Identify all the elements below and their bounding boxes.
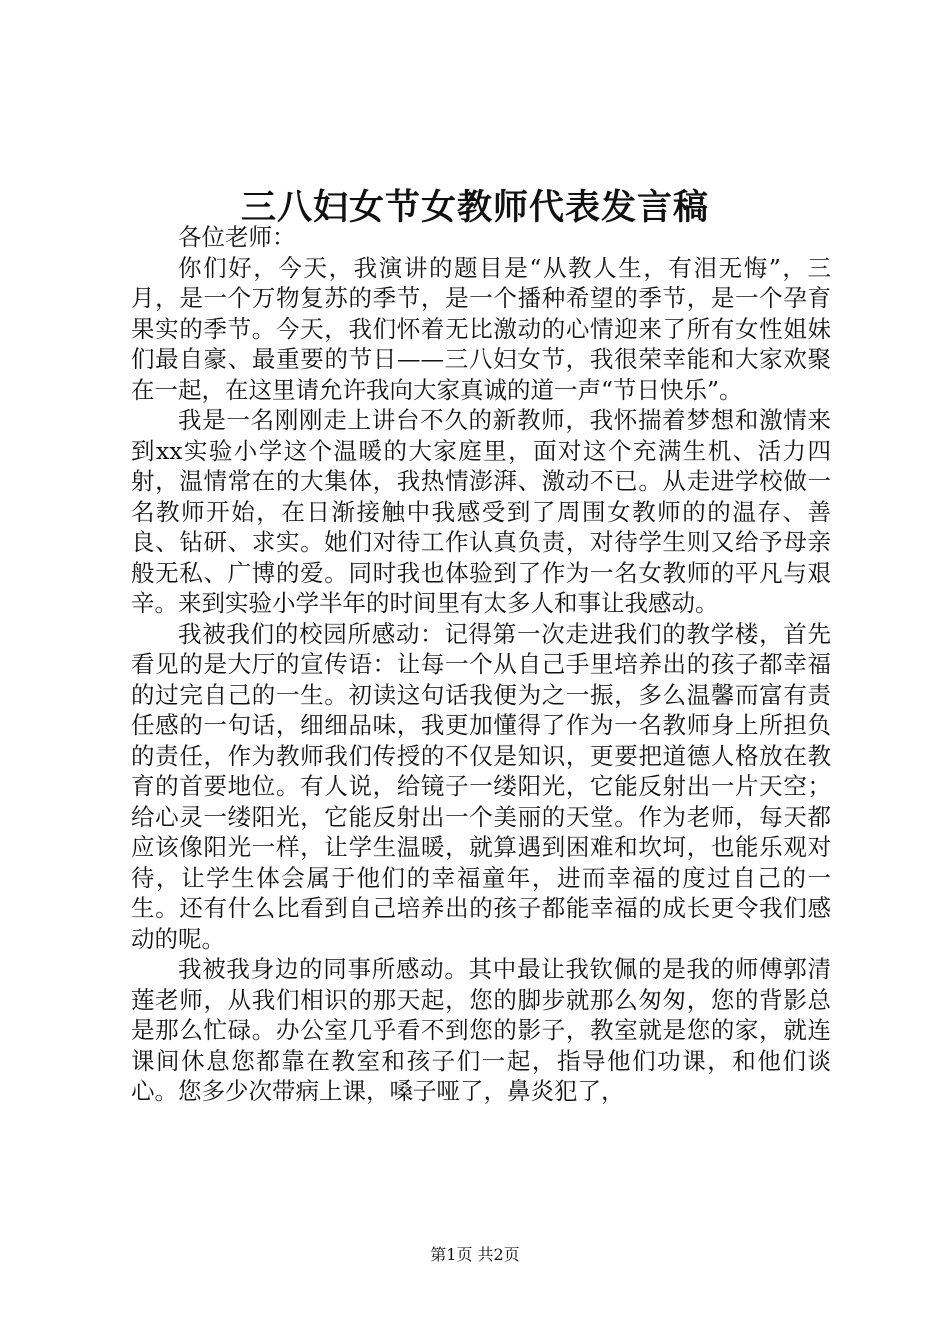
salutation-paragraph: 各位老师： <box>178 223 296 251</box>
body-paragraph: 我被我身边的同事所感动。其中最让我钦佩的是我的师傅郭清莲老师，从我们相识的那天起，您的脚步就那么匆匆，您的背影总是那么忙碌。办公室几乎看不到您的影子，教室就是您的家，就连课间休息您都靠在教室和孩子们一起，指导他们功课，和他们谈心。您多少次带病上课，嗓子哑了，鼻炎犯了， <box>131 955 831 1105</box>
body-paragraph: 你们好，今天，我演讲的题目是“从教人生，有泪无悔”，三月，是一个万物复苏的季节，是一个播种希望的季节，是一个孕育果实的季节。今天，我们怀着无比激动的心情迎来了所有女性姐妹们最自豪、最重要的节日——三八妇女节，我很荣幸能和大家欢聚在一起，在这里请允许我向大家真诚的道一声“节日快乐”。 <box>131 253 831 404</box>
document-body <box>131 222 831 1107</box>
body-paragraph: 我被我们的校园所感动：记得第一次走进我们的教学楼，首先看见的是大厅的宣传语：让每一个从自己手里培养出的孩子都幸福的过完自己的一生。初读这句话我便为之一振，多么温馨而富有责任感的一句话，细细品味，我更加懂得了作为一名教师身上所担负的责任，作为教师我们传授的不仅是知识，更要把道德人格放在教育的首要地位。有人说，给镜子一缕阳光，它能反射出一片天空；给心灵一缕阳光，它能反射出一个美丽的天堂。作为老师，每天都应该像阳光一样，让学生温暖，就算遇到困难和坎坷，也能乐观对待，让学生体会属于他们的幸福童年，进而幸福的度过自己的一生。还有什么比看到自己培养出的孩子都能幸福的成长更令我们感动的呢。 <box>131 619 831 953</box>
document-title: 三八妇女节女教师代表发言稿 <box>240 188 709 228</box>
body-paragraph: 我是一名刚刚走上讲台不久的新教师，我怀揣着梦想和激情来到xx实验小学这个温暖的大家庭里，面对这个充满生机、活力四射，温情常在的大集体，我热情澎湃、激动不已。从走进学校做一名教师开始，在日渐接触中我感受到了周围女教师的的温存、善良、钻研、求实。她们对待工作认真负责，对待学生则又给予母亲般无私、广博的爱。同时我也体验到了作为一名女教师的平凡与艰辛。来到实验小学半年的时间里有太多人和事让我感动。 <box>131 406 831 617</box>
page-number-footer: 第1页 共2页 <box>430 1245 520 1264</box>
